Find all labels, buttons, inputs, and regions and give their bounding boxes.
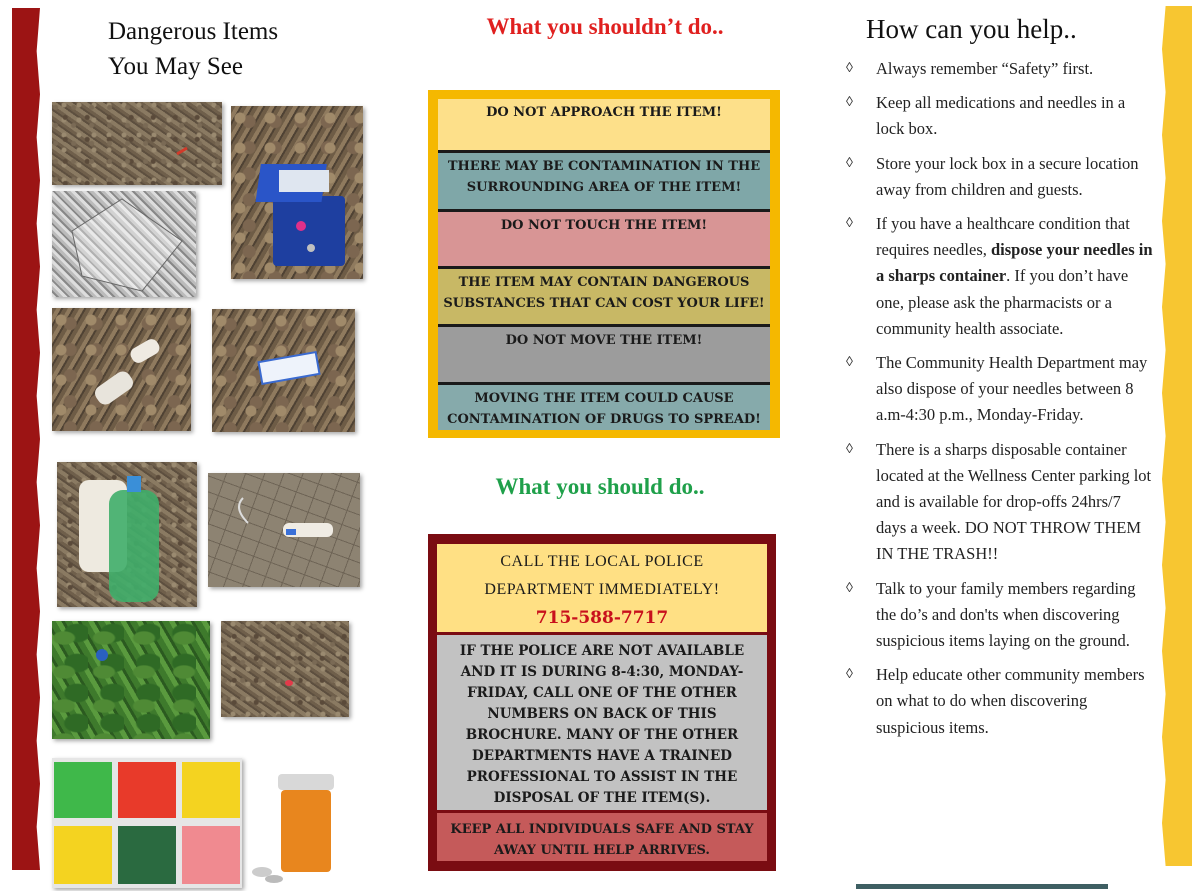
help-list	[844, 56, 1154, 749]
dont-item-contamination	[438, 153, 770, 212]
do-police-unavailable: IF THE POLICE ARE NOT AVAILABLE AND IT IS DURING 8-4:30, MONDAY-FRIDAY, CALL ONE OF THE OTHER NUMBERS ON BACK OF THIS BROCHURE. MANY OF THE OTHER DEPARTMENTS HAVE A TRAINED PROFESSIONAL TO ASSIST IN THE DISPOSAL OF THE ITEM(S).	[437, 635, 767, 810]
call-line-1: CALL THE LOCAL POLICE	[500, 553, 704, 570]
do-call-police	[437, 544, 767, 632]
photo-foil	[52, 191, 196, 297]
dont-item-text: MOVING THE ITEM COULD CAUSE CONTAMINATION OF DRUGS TO SPREAD!	[447, 391, 761, 427]
needle-icon	[52, 102, 222, 185]
police-phone-number: 715-588-7717	[535, 608, 669, 628]
lock-box-icon	[231, 106, 363, 279]
photo-pill-bottle	[248, 770, 343, 885]
dont-item-move	[438, 327, 770, 385]
do-list-box	[428, 534, 776, 871]
photo-small-baggies	[52, 758, 242, 888]
sharps-text-bold: dispose your needles in a sharps container	[876, 240, 1153, 286]
photo-syringe-cracked-ground	[208, 473, 360, 587]
dont-item-text: THE ITEM MAY CONTAIN DANGEROUS SUBSTANCES THAT CAN COST YOUR LIFE!	[443, 275, 765, 311]
dont-item-text: DO NOT TOUCH THE ITEM!	[500, 218, 708, 233]
photo-bottles	[57, 462, 197, 607]
photo-broken-pipe	[52, 308, 191, 431]
dont-item-dangerous	[438, 269, 770, 327]
sharps-text-pre: If you have a healthcare condition that requires needles,	[876, 214, 1130, 260]
help-item-lock-box: ◊ Keep all medications and needles in a lock box.	[844, 90, 1154, 142]
title-line-1: Dangerous Items	[108, 18, 279, 45]
dont-item-spread	[438, 385, 770, 430]
bottles-icon	[57, 462, 197, 607]
help-item-safety: ◊ Always remember “Safety” first.	[844, 56, 1154, 82]
help-item-family: ◊ Talk to your family members regarding the do’s and don'ts when discovering suspicious items laying on the ground.	[844, 576, 1154, 655]
title-line-2: You May See	[108, 53, 243, 80]
packet-icon	[212, 309, 355, 432]
dont-item-touch	[438, 212, 770, 269]
photo-red-item-dirt	[221, 621, 349, 717]
call-line-2: DEPARTMENT IMMEDIATELY!	[484, 581, 720, 598]
help-title: How can you help..	[866, 14, 1077, 44]
dont-list-box	[428, 90, 780, 438]
dangerous-items-title	[108, 14, 278, 84]
dont-heading: What you shouldn’t do..	[486, 14, 724, 39]
right-decorative-border	[1162, 6, 1192, 866]
do-heading: What you should do..	[495, 474, 705, 499]
red-item-icon	[221, 621, 349, 717]
photo-lock-box	[231, 106, 363, 279]
help-item-wellness-center: ◊ There is a sharps disposable container located at the Wellness Center parking lot and is available for drop-offs 24hrs/7 days a week. DO NOT THROW THEM IN THE TRASH!!	[844, 437, 1154, 568]
syringe-icon	[208, 473, 360, 587]
sharps-text-post: . If you don’t have one, please ask the pharmacists or a community health associate.	[876, 266, 1129, 338]
dont-item-text: THERE MAY BE CONTAMINATION IN THE SURROUNDING AREA OF THE ITEM!	[447, 159, 761, 195]
dont-item-text: DO NOT APPROACH THE ITEM!	[486, 105, 722, 120]
photo-packet	[212, 309, 355, 432]
bottom-divider	[856, 884, 1108, 889]
foil-icon	[52, 191, 196, 297]
plant-icon	[52, 621, 210, 739]
help-item-health-dept: ◊ The Community Health Department may also dispose of your needles between 8 a.m-4:30 p.m., Monday-Friday.	[844, 350, 1154, 429]
help-item-educate: ◊ Help educate other community members on what to do when discovering suspicious items.	[844, 662, 1154, 741]
pill-bottle-icon	[248, 770, 343, 885]
dont-item-approach	[438, 99, 770, 153]
help-item-sharps	[844, 211, 1154, 342]
left-decorative-border	[12, 8, 40, 870]
photo-plants	[52, 621, 210, 739]
photo-needle-in-dirt	[52, 102, 222, 185]
dont-item-text: DO NOT MOVE THE ITEM!	[505, 333, 703, 348]
pipe-icon	[52, 308, 191, 431]
baggies-icon	[52, 758, 242, 888]
help-item-store: ◊ Store your lock box in a secure location away from children and guests.	[844, 151, 1154, 203]
do-stay-safe: KEEP ALL INDIVIDUALS SAFE AND STAY AWAY UNTIL HELP ARRIVES.	[437, 813, 767, 861]
